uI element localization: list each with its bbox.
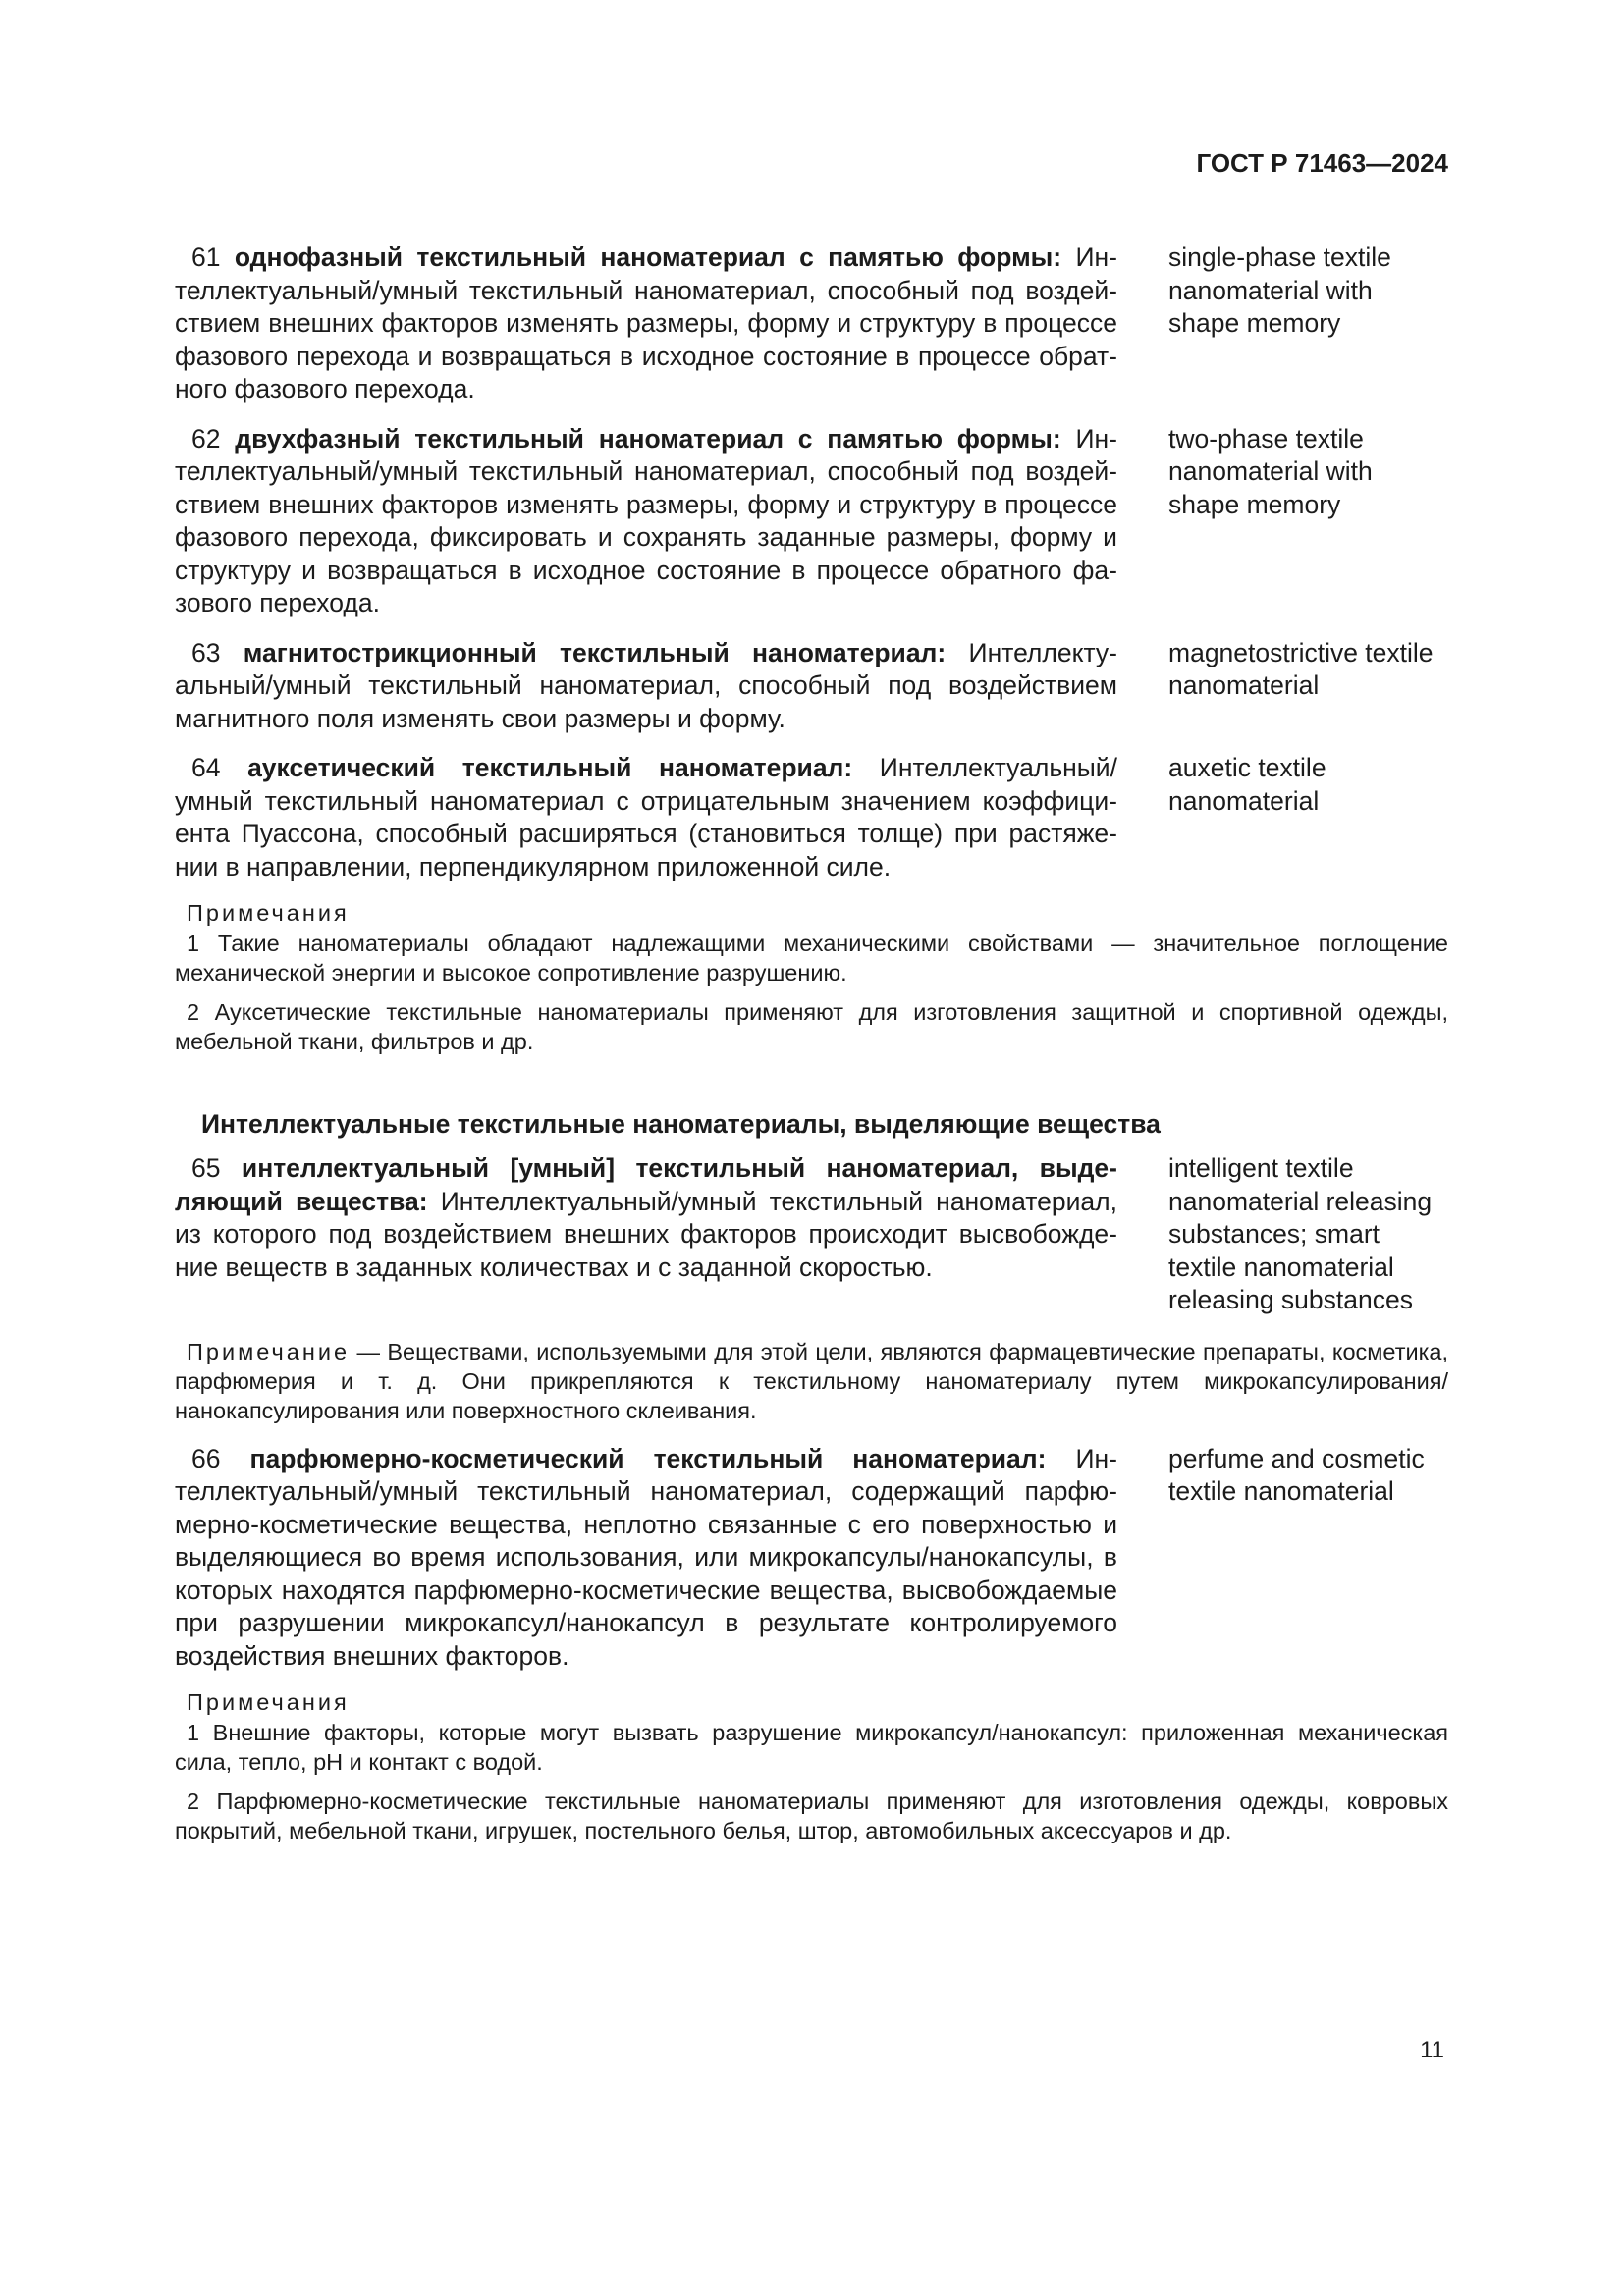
- document-header-standard: ГОСТ Р 71463—2024: [1196, 148, 1448, 178]
- term-entry-63: [175, 637, 1448, 736]
- term-en-66: perfume and cosmetic textile nanomaterial: [1168, 1443, 1425, 1506]
- term-definition: Интеллектуальный/умный текстильный наноматериал, способный под воздействием магнитного поля изменять свои размеры и форму.: [175, 637, 1117, 733]
- document-body: [175, 241, 1448, 1845]
- term-ru-64: [175, 752, 1117, 883]
- term-name: двухфазный текстильный наноматериал с памятью формы:: [235, 423, 1061, 454]
- notes-66: [175, 1686, 1448, 1845]
- note-text: — Веществами, используемыми для этой цели, являются фармацевтические препараты, косметика, парфюмерия и т. д. Они прикрепляются к текстильному наноматериалу путем микрокапсулирования/ нанокапсулирования или поверхностного склеивания.: [175, 1338, 1448, 1423]
- term-number: 61: [191, 242, 221, 272]
- section-heading: Интеллектуальные текстильные наноматериалы, выделяющие вещества: [201, 1109, 1161, 1139]
- term-entry-62: [175, 423, 1448, 620]
- term-name: парфюмерно-косметический текстильный наноматериал:: [249, 1443, 1047, 1473]
- term-name: интеллектуальный [умный] текстильный наноматериал, выделяющий вещества:: [175, 1153, 1117, 1216]
- term-ru-63: [175, 637, 1117, 736]
- term-en-61: single-phase textile nanomaterial with shape memory: [1168, 242, 1391, 338]
- note-item: 1 Внешние факторы, которые могут вызвать разрушение микрокапсул/нанокапсул: приложенная механическая сила, тепло, pH и контакт с водой.: [175, 1720, 1448, 1775]
- notes-64: [175, 897, 1448, 1056]
- term-ru-66: [175, 1443, 1117, 1674]
- term-en-65: intelligent textile nanomaterial releasing substances; smart textile nanomaterial releasing substances: [1168, 1153, 1433, 1314]
- note-label: Примечание: [187, 1338, 351, 1364]
- term-definition: Интеллектуальный/умный текстильный наноматериал, содержащий парфюмерно-косметические вещества, неплотно связанные с его поверхностью и выделяющиеся во время использования, или микрокапсулы/нанокапсулы, в которых находятся парфюмерно-косметические вещества, высвобождаемые при разрушении микрокапсул/нанокапсул в результате контролируемого воздействия внешних факторов.: [175, 1443, 1117, 1671]
- term-name: магнитострикционный текстильный наноматериал:: [243, 637, 947, 667]
- term-number: 64: [191, 753, 221, 782]
- term-entry-61: [175, 241, 1448, 406]
- term-name: однофазный текстильный наноматериал с памятью формы:: [234, 242, 1062, 272]
- term-ru-62: [175, 423, 1117, 620]
- term-en-63: magnetostrictive textile nanomaterial: [1168, 637, 1434, 700]
- note-item: 2 Ауксетические текстильные наноматериалы применяют для изготовления защитной и спортивной одежды, мебельной ткани, фильтров и др.: [175, 999, 1448, 1054]
- term-number: 65: [191, 1153, 221, 1183]
- note-item: [175, 1337, 1448, 1425]
- note-item: 2 Парфюмерно-косметические текстильные наноматериалы применяют для изготовления одежды, ковровых покрытий, мебельной ткани, игрушек, постельного белья, штор, автомобильных аксессуаров и др.: [175, 1789, 1448, 1843]
- note-item: 1 Такие наноматериалы обладают надлежащими механическими свойствами — значительное поглощение механической энергии и высокое сопротивление разрушению.: [175, 931, 1448, 986]
- term-definition: Интеллектуальный/умный текстильный наноматериал, из которого под воздействием внешних факторов происходит высвобождение веществ в заданных количествах и с заданной скоростью.: [175, 1186, 1117, 1282]
- term-number: 63: [191, 637, 221, 667]
- term-definition: Интеллектуальный/ умный текстильный наноматериал с отрицательным значением коэффициента Пуассона, способный расширяться (становиться толще) при растяжении в направлении, перпендикулярном приложенной силе.: [175, 753, 1117, 881]
- term-name: ауксетический текстильный наноматериал:: [247, 753, 853, 782]
- note-65: [175, 1337, 1448, 1425]
- notes-heading: Примечания: [187, 1689, 350, 1715]
- term-entry-66: [175, 1443, 1448, 1674]
- term-ru-65: [175, 1152, 1117, 1284]
- term-number: 62: [191, 423, 221, 454]
- page-number: 11: [1420, 2037, 1444, 2063]
- term-en-62: two-phase textile nanomaterial with shape memory: [1168, 423, 1373, 519]
- term-definition: Интеллектуальный/умный текстильный наноматериал, способный под воздействием внешних факторов изменять размеры, форму и структуру в процессе фазового перехода и возвращаться в исходное состояние в процессе обратного фазового перехода.: [175, 242, 1117, 403]
- term-definition: Интеллектуальный/умный текстильный наноматериал, способный под воздействием внешних факторов изменять размеры, форму и структуру в процессе фазового перехода, фиксировать и сохранять заданные размеры, форму и структуру и возвращаться в исходное состояние в процессе обратного фазового перехода.: [175, 423, 1117, 617]
- term-entry-64: [175, 752, 1448, 883]
- term-number: 66: [191, 1443, 221, 1473]
- term-ru-61: [175, 241, 1117, 406]
- term-en-64: auxetic textile nanomaterial: [1168, 753, 1326, 816]
- notes-heading: Примечания: [187, 900, 350, 926]
- term-entry-65: [175, 1152, 1448, 1317]
